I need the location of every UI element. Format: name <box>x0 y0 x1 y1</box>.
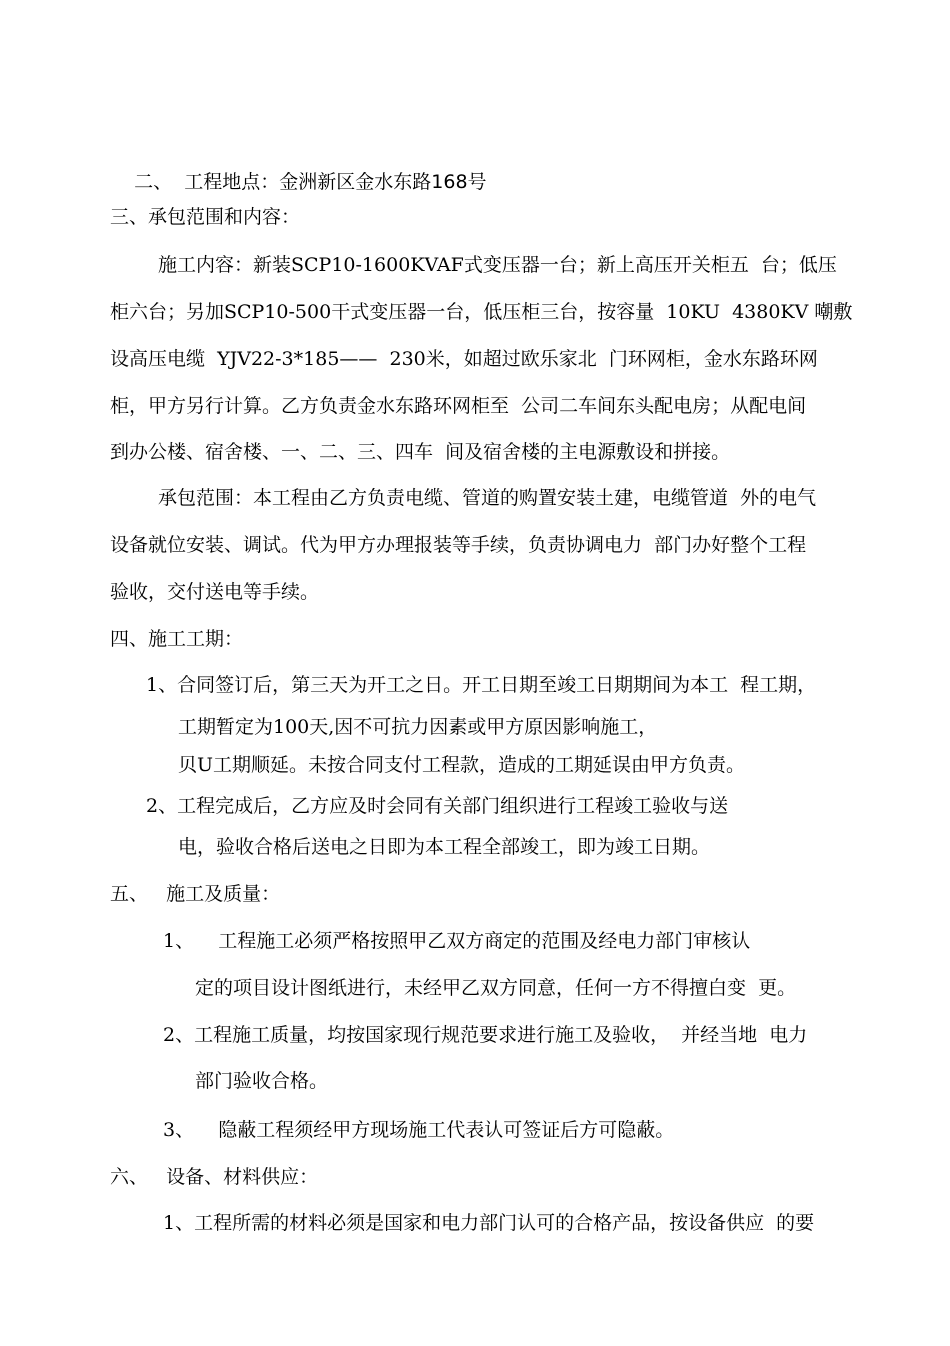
list-item-line: 工期暂定为100天,因不可抗力因素或甲方原因影响施工， <box>178 716 658 738</box>
paragraph-line: 验收，交付送电等手续。 <box>110 581 320 603</box>
list-item-line: 1、 工程施工必须严格按照甲乙双方商定的范围及经电力部门审核认 <box>163 930 751 952</box>
list-item-line: 2、工程施工质量，均按国家现行规范要求进行施工及验收， 并经当地 电力 <box>163 1024 808 1046</box>
list-item-line: 电，验收合格后送电之日即为本工程全部竣工，即为竣工日期。 <box>178 836 711 858</box>
paragraph-line: 施工内容：新装SCP10-1600KVAF式变压器一台；新上高压开关柜五 台；低压 <box>158 254 837 276</box>
heading-text: 二、 工程地点：金洲新区金水东路 <box>134 171 432 193</box>
paragraph-line: 柜，甲方另行计算。乙方负责金水东路环网柜至 公司二车间东头配电房；从配电间 <box>110 395 807 417</box>
paragraph-line: 设备就位安装、调试。代为甲方办理报装等手续，负责协调电力 部门办好整个工程 <box>110 534 807 556</box>
section-heading-supply: 六、 设备、材料供应： <box>110 1166 319 1188</box>
paragraph-line: 到办公楼、宿舍楼、一、二、三、四车 间及宿舍楼的主电源敷设和拼接。 <box>110 441 731 463</box>
list-item-line: 1、工程所需的材料必须是国家和电力部门认可的合格产品，按设备供应 的要 <box>163 1212 815 1234</box>
list-item-line: 2、工程完成后，乙方应及时会同有关部门组织进行工程竣工验收与送 <box>146 795 729 817</box>
heading-tail: 号 <box>467 171 487 193</box>
paragraph-line: 承包范围：本工程由乙方负责电缆、管道的购置安装土建，电缆管道 外的电气 <box>158 487 817 509</box>
section-heading-scope: 三、承包范围和内容： <box>110 206 301 228</box>
section-heading-quality: 五、 施工及质量： <box>110 883 281 905</box>
address-number: 168 <box>431 171 468 193</box>
section-heading-schedule: 四、施工工期： <box>110 628 244 650</box>
section-heading-location <box>110 154 487 211</box>
list-item-line: 3、 隐蔽工程须经甲方现场施工代表认可签证后方可隐蔽。 <box>163 1119 675 1141</box>
list-item-line: 部门验收合格。 <box>195 1070 329 1092</box>
list-item-line: 1、合同签订后，第三天为开工之日。开工日期至竣工日期期间为本工 程工期， <box>146 674 817 696</box>
paragraph-line: 设高压电缆 YJV22-3*185—— 230米，如超过欧乐家北 门环网柜，金水东路环网 <box>110 348 818 370</box>
paragraph-line: 柜六台；另加SCP10-500干式变压器一台，低压柜三台，按容量 10KU 4380KV 嘲敷 <box>110 301 853 323</box>
list-item-line: 贝U工期顺延。未按合同支付工程款，造成的工期延误由甲方负责。 <box>178 754 746 776</box>
list-item-line: 定的项目设计图纸进行，未经甲乙双方同意，任何一方不得擅白变 更。 <box>195 977 797 999</box>
